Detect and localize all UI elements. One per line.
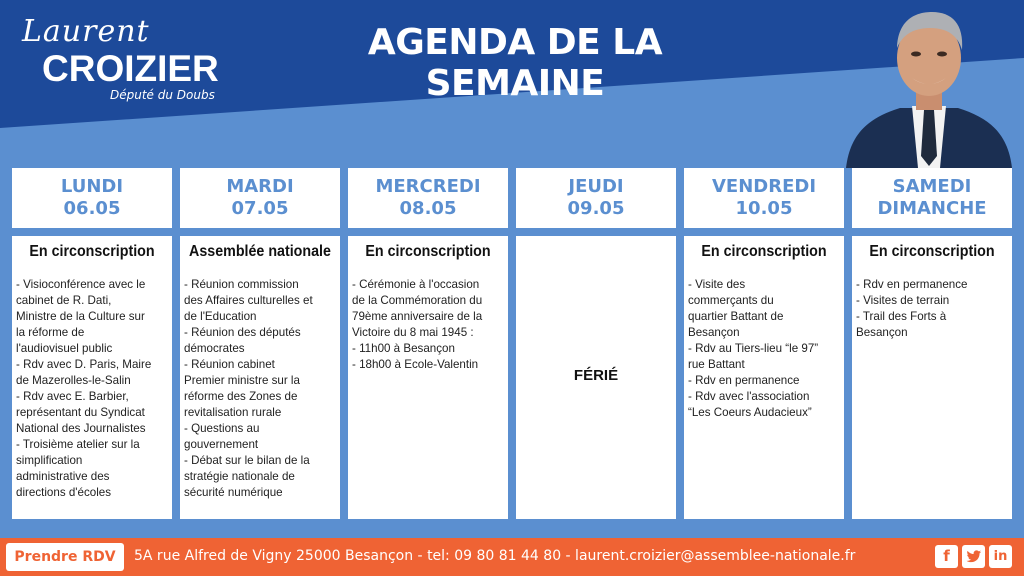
logo-first-name: Laurent [22, 14, 150, 49]
logo [14, 10, 234, 105]
list-item: l'audiovisuel public [16, 342, 113, 355]
list-item: démocrates [184, 342, 245, 355]
day-date: DIMANCHE [877, 198, 987, 219]
footer-bar [0, 538, 1024, 576]
list-item: de la Commémoration du [352, 294, 483, 307]
day-header [684, 168, 844, 228]
day-name: VENDREDI [711, 176, 817, 197]
day-content [852, 236, 1012, 519]
list-item: représentant du Syndicat [16, 406, 145, 419]
list-item: administrative des [16, 470, 110, 483]
list-item: réforme des Zones de [184, 390, 298, 403]
day-location-heading: En circonscription [365, 243, 491, 260]
list-item: National des Journalistes [16, 422, 146, 435]
list-item: - Rdv au Tiers-lieu “le 97” [688, 342, 819, 355]
list-item: - Rdv avec E. Barbier, [16, 390, 129, 403]
list-item: stratégie nationale de [184, 470, 295, 483]
list-item: la réforme de [16, 326, 85, 339]
day-header [12, 168, 172, 228]
list-item: - Rdv avec l'association [688, 390, 810, 403]
day-column-mercredi [348, 168, 508, 371]
day-location-heading: Assemblée nationale [189, 243, 331, 260]
twitter-bird-glyph [962, 545, 985, 568]
day-date: 09.05 [567, 198, 625, 219]
list-item: - Rdv en permanence [688, 374, 800, 387]
logo-subtitle: Député du Doubs [110, 88, 215, 102]
list-item: 79ème anniversaire de la [352, 310, 483, 323]
list-item: Victoire du 8 mai 1945 : [352, 326, 474, 339]
day-name: MARDI [226, 176, 294, 197]
day-items-list [180, 277, 340, 501]
day-content [516, 236, 676, 519]
day-name: LUNDI [60, 176, 124, 197]
list-item: “Les Coeurs Audacieux” [688, 406, 812, 419]
book-appointment-button[interactable]: Prendre RDV [6, 543, 124, 571]
day-header [180, 168, 340, 228]
list-item: de Mazerolles-le-Salin [16, 374, 131, 387]
list-item: commerçants du [688, 294, 774, 307]
day-content [180, 236, 340, 519]
day-date: 06.05 [63, 198, 121, 219]
list-item: - Visioconférence avec le [16, 278, 146, 291]
list-item: - Troisième atelier sur la [16, 438, 140, 451]
list-item: - Rdv en permanence [856, 278, 968, 291]
list-item: Besançon [856, 326, 908, 339]
day-name: MERCREDI [375, 176, 481, 197]
day-header [348, 168, 508, 228]
day-date: 08.05 [399, 198, 457, 219]
day-name: SAMEDI [892, 176, 972, 197]
list-item: gouvernement [184, 438, 259, 451]
day-items-list [684, 277, 844, 421]
list-item: Premier ministre sur la [184, 374, 300, 387]
day-content [684, 236, 844, 519]
day-column-jeudi [516, 168, 676, 384]
day-column-mardi [180, 168, 340, 499]
facebook-icon[interactable]: f [935, 545, 958, 568]
day-location-heading: En circonscription [701, 243, 827, 260]
day-content [12, 236, 172, 519]
logo-last-name: CROIZIER [42, 48, 219, 89]
list-item: revitalisation rurale [184, 406, 282, 419]
list-item: - Visite des [688, 278, 746, 291]
twitter-icon[interactable] [962, 545, 985, 568]
day-date: 07.05 [231, 198, 289, 219]
day-items-list [852, 277, 1012, 341]
list-item: - Réunion des députés [184, 326, 301, 339]
day-date: 10.05 [735, 198, 793, 219]
list-item: - Débat sur le bilan de la [184, 454, 310, 467]
list-item: - Trail des Forts à [856, 310, 947, 323]
list-item: des Affaires culturelles et [184, 294, 313, 307]
week-agenda [12, 168, 1012, 520]
contact-info: 5A rue Alfred de Vigny 25000 Besançon - tel: 09 80 81 44 80 - laurent.croizier@assemblee-nationale.fr [134, 548, 856, 564]
portrait-photo [840, 6, 1018, 168]
list-item: directions d'écoles [16, 486, 112, 499]
list-item: Besançon [688, 326, 740, 339]
page-title: AGENDA DE LA SEMAINE [367, 22, 663, 104]
day-name: JEUDI [568, 176, 624, 197]
list-item: - Visites de terrain [856, 294, 950, 307]
list-item: - 18h00 à Ecole-Valentin [352, 358, 479, 371]
list-item: rue Battant [688, 358, 745, 371]
day-content [348, 236, 508, 519]
day-location-heading: En circonscription [869, 243, 995, 260]
list-item: - Réunion cabinet [184, 358, 275, 371]
day-header [852, 168, 1012, 228]
list-item: - Réunion commission [184, 278, 299, 291]
list-item: - Rdv avec D. Paris, Maire [16, 358, 152, 371]
list-item: de l'Education [184, 310, 257, 323]
holiday-label: FÉRIÉ [573, 367, 619, 384]
list-item: - 11h00 à Besançon [352, 342, 455, 355]
day-items-list [348, 277, 508, 373]
day-column-vendredi [684, 168, 844, 419]
day-location-heading: En circonscription [29, 243, 155, 260]
list-item: quartier Battant de [688, 310, 784, 323]
list-item: - Questions au [184, 422, 260, 435]
linkedin-icon[interactable]: in [989, 545, 1012, 568]
day-items-list [12, 277, 172, 501]
list-item: - Cérémonie à l'occasion [352, 278, 480, 291]
day-column-weekend [852, 168, 1012, 339]
list-item: Ministre de la Culture sur [16, 310, 145, 323]
day-header [516, 168, 676, 228]
day-column-lundi [12, 168, 172, 499]
list-item: cabinet de R. Dati, [16, 294, 112, 307]
list-item: sécurité numérique [184, 486, 283, 499]
list-item: simplification [16, 454, 83, 467]
